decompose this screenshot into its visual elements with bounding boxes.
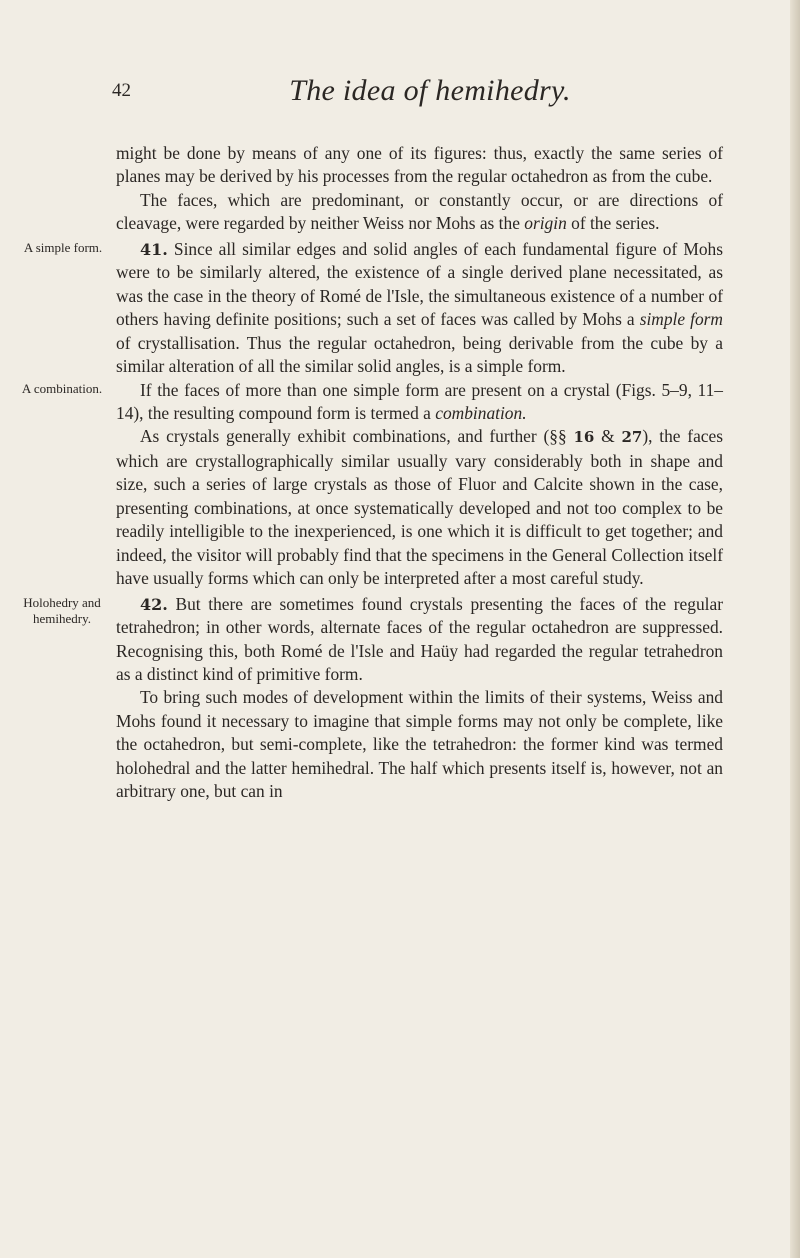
body-text — [21, 142, 723, 804]
section-ref-16: 16 — [573, 428, 595, 447]
margin-note-holohedry: Holohedry and hemihedry. — [23, 594, 101, 627]
paragraph-crystals: As crystals generally exhibit combinations, and further (§§ 16 & 27), the faces which are crystallographically similar usually vary considerably both in shape and size, such a series of large crystals as those of Fluor and Calcite shown in the case, presenting combinations, at once systematically developed and not too complex to be readily intelligible to the inexperienced, is one which it is difficult to get together; and indeed, the visitor will probably find that the specimens in the General Collection itself have usually forms which can only be interpreted after a most careful study. — [116, 426, 723, 589]
section-number-42: 42. — [140, 594, 168, 614]
paragraph-origin: The faces, which are predominant, or constantly occur, or are directions of cleavage, were regarded by neither Weiss nor Mohs as the origin of the series. — [116, 189, 723, 234]
margin-note-simple-form: A simple form. — [23, 239, 103, 255]
emphasis-simple-form: simple form — [639, 309, 723, 330]
page-header — [110, 70, 750, 114]
section-41: A simple form. 41. Since all similar edges and solid angles of each fundamental figure of Mohs were to be similarly altered, the existence of a single derived plane necessitated, as was the case in the theory of Romé de l'Isle, the simultaneous existence of a number of others having definite positions; such a set of faces was called by Mohs a simple form of crystallisation. Thus the regular octahedron, being derivable from the cube by a similar alteration of all the similar solid angles, is a simple form. — [23, 238, 723, 377]
paragraph-continuation: might be done by means of any one of its figures: thus, exactly the same series of planes may be derived by his processes from the regular octahedron as from the cube. — [116, 143, 723, 187]
section-42: Holohedry and hemihedry. 42. But there are sometimes found crystals presenting the faces of the regular tetrahedron; in other words, alternate faces of the regular octahedron are suppressed. Recognising this, both Romé de l'Isle and Haüy had regarded the regular tetrahedron as a distinct kind of primitive form. — [116, 593, 723, 687]
section-ref-27: 27 — [621, 428, 643, 447]
paragraph-hemihedral: To bring such modes of development within the limits of their systems, Weiss and Mohs found it necessary to imagine that simple forms may not only be complete, like the octahedron, but semi-complete, like the tetrahedron: the former kind was termed holohedral and the latter hemihedral. The half which presents itself is, however, not an arbitrary one, but can in — [116, 687, 723, 802]
paragraph-combination: A combination. If the faces of more than one simple form are present on a crystal (Figs. 5–9, 11–14), the resulting compound form is termed a combination. — [116, 379, 723, 426]
emphasis-combination: combination. — [435, 402, 527, 423]
emphasis-origin: origin — [524, 213, 567, 234]
page-edge — [790, 0, 800, 1258]
margin-note-combination: A combination. — [21, 380, 103, 396]
section-number-41: 41. — [140, 239, 168, 259]
page-number: 42 — [112, 80, 131, 101]
running-title: The idea of hemihedry. — [289, 74, 571, 107]
